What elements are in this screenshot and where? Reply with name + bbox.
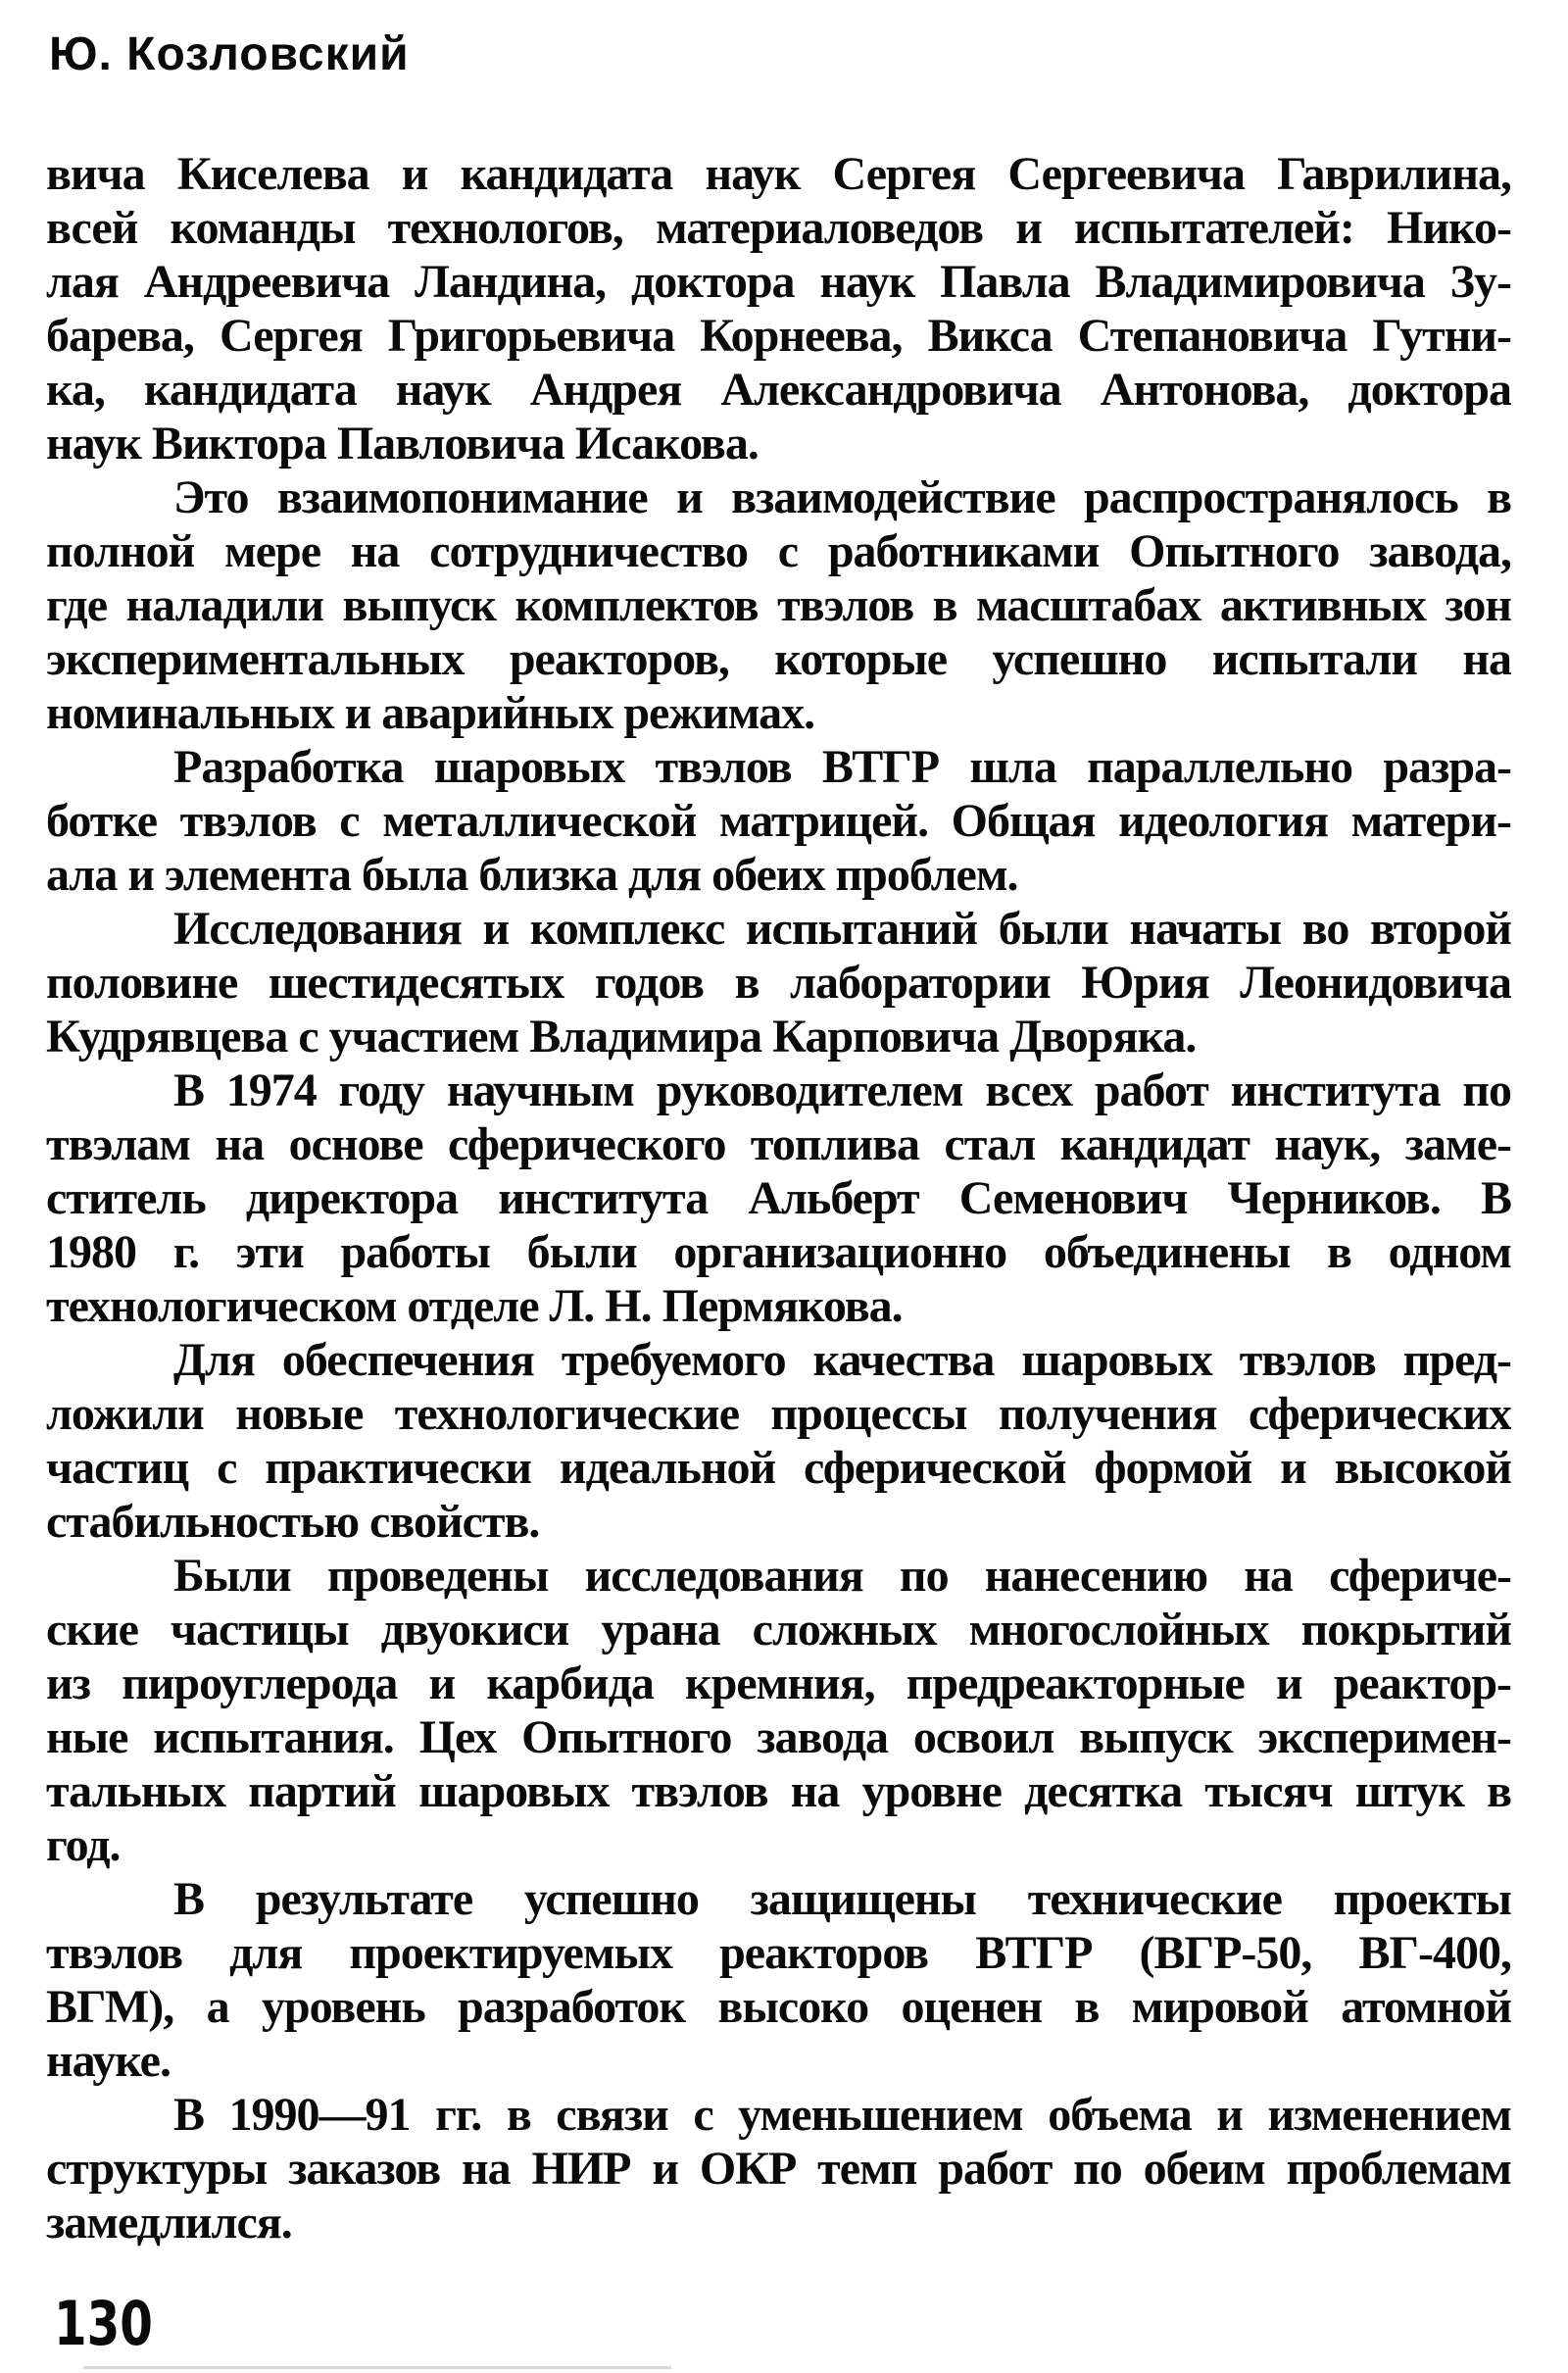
text-line: 1980 г. эти работы были организационно объединены в одном	[46, 1226, 1511, 1278]
paragraph	[46, 902, 1511, 1063]
text-line: экспериментальных реакторов, которые успешно испытали на	[46, 633, 1511, 685]
text-line: всей команды технологов, материаловедов и испытателей: Нико-	[46, 202, 1511, 254]
text-line: замедлился.	[46, 2197, 292, 2249]
text-line: половине шестидесятых годов в лаборатории Юрия Леонидовича	[46, 957, 1511, 1009]
body-text	[46, 147, 1511, 2249]
text-line: твэлам на основе сферического топлива стал кандидат наук, заме-	[46, 1118, 1511, 1170]
text-line: год.	[46, 1819, 121, 1871]
text-line: тальных партий шаровых твэлов на уровне десятка тысяч штук в	[46, 1765, 1511, 1817]
text-line: ские частицы двуокиси урана сложных многослойных покрытий	[46, 1604, 1511, 1656]
text-line: наук Виктора Павловича Исакова.	[46, 418, 759, 470]
text-line: ные испытания. Цех Опытного завода освоил выпуск эксперимен-	[46, 1711, 1511, 1763]
text-line: номинальных и аварийных режимах.	[46, 687, 815, 739]
text-line: твэлов для проектируемых реакторов ВТГР (ВГР-50, ВГ-400,	[46, 1927, 1511, 1979]
text-line: частиц с практически идеальной сферической формой и высокой	[46, 1442, 1511, 1494]
text-line: ВГМ), а уровень разработок высоко оценен в мировой атомной	[46, 1981, 1511, 2033]
paragraph	[46, 1872, 1511, 2088]
text-line: ботке твэлов с металлической матрицей. Общая идеология матери-	[46, 795, 1511, 847]
text-line: технологическом отделе Л. Н. Пермякова.	[46, 1280, 903, 1332]
paragraph	[46, 470, 1511, 740]
text-line: полной мере на сотрудничество с работниками Опытного завода,	[46, 525, 1511, 577]
scan-artifact	[83, 2366, 671, 2369]
text-line: Для обеспечения требуемого качества шаровых твэлов пред-	[173, 1334, 1511, 1386]
page-header-author: Ю. Козловский	[49, 28, 410, 80]
paragraph	[46, 2088, 1511, 2249]
text-line: вича Киселева и кандидата наук Сергея Сергеевича Гаврилина,	[46, 148, 1511, 200]
paragraph	[46, 1333, 1511, 1549]
text-line: Были проведены исследования по нанесению на сфериче-	[173, 1550, 1511, 1602]
text-line: структуры заказов на НИР и ОКР темп работ по обеим проблемам	[46, 2143, 1511, 2195]
text-line: Это взаимопонимание и взаимодействие распространялось в	[173, 471, 1511, 523]
text-line: Кудрявцева с участием Владимира Карповича Дворяка.	[46, 1011, 1197, 1063]
text-line: барева, Сергея Григорьевича Корнеева, Викса Степановича Гутни-	[46, 310, 1511, 362]
text-line: ститель директора института Альберт Семенович Черников. В	[46, 1172, 1511, 1224]
text-line: из пироуглерода и карбида кремния, предреакторные и реактор-	[46, 1657, 1511, 1709]
text-line: В 1990—91 гг. в связи с уменьшением объема и изменением	[173, 2089, 1511, 2141]
page-number: 130	[54, 2288, 153, 2359]
text-line: ложили новые технологические процессы получения сферических	[46, 1388, 1511, 1440]
text-line: Исследования и комплекс испытаний были начаты во второй	[173, 903, 1511, 955]
text-line: где наладили выпуск комплектов твэлов в масштабах активных зон	[46, 579, 1511, 631]
paragraph	[46, 1063, 1511, 1333]
text-line: лая Андреевича Ландина, доктора наук Павла Владимировича Зу-	[46, 256, 1511, 308]
paragraph	[46, 740, 1511, 902]
text-line: В 1974 году научным руководителем всех работ института по	[173, 1064, 1511, 1116]
text-line: ка, кандидата наук Андрея Александровича Антонова, доктора	[46, 364, 1511, 416]
text-line: В результате успешно защищены технические проекты	[173, 1873, 1511, 1925]
text-line: Разработка шаровых твэлов ВТГР шла параллельно разра-	[173, 741, 1511, 793]
text-line: стабильностью свойств.	[46, 1496, 540, 1548]
paragraph	[46, 1549, 1511, 1872]
paragraph	[46, 147, 1511, 470]
text-line: ала и элемента была близка для обеих проблем.	[46, 849, 1018, 901]
text-line: науке.	[46, 2035, 171, 2087]
